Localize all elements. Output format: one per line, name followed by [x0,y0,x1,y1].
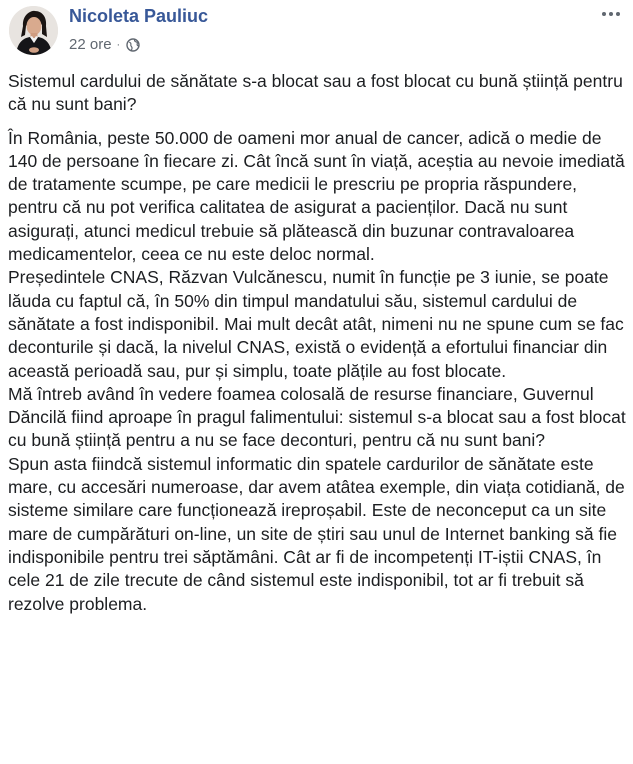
more-dot [616,12,620,16]
post-paragraph: În România, peste 50.000 de oameni mor anual de cancer, adică o medie de 140 de persoane în fiecare zi. Cât încă sunt în viață, aceștia au nevoie imediată de tratamente scumpe, pe care medicii le prescriu pe propria răspundere, pentru că nu pot verifica calitatea de asigurat a pacienților. Dacă nu sunt asigurați, atunci medicul trebuie să plătească din buzunar contravaloarea medicamentelor, ceea ce nu este deloc normal. [8,127,625,265]
post-paragraph: Spun asta fiindcă sistemul informatic din spatele cardurilor de sănătate este mare, cu accesări numeroase, dar avem atâtea exemple, din viața cotidiană, de sisteme similare care funcționează ireproșabil. Este de neconceput ca un site mare de cumpărături on-line, un site de știri sau unul de Internet banking să fie indisponibile pentru trei săptămâni. Cât ar fi de incompetenți IT-iștii CNAS, în cele 21 de zile trecute de când sistemul este indisponibil, tot ar fi trebuit să rezolve problema. [8,453,625,614]
post-paragraph: Președintele CNAS, Răzvan Vulcănescu, numit în funcție pe 3 iunie, se poate lăuda cu faptul că, în 50% din timpul mandatului său, sistemul cardului de sănătate a fost indisponibil. Mai mult decât atât, nimeni nu ne spune cum se fac deconturile și dacă, la nivelul CNAS, există o evidență a efortului financiar din această perioadă sau, pur și simplu, toate plățile au fost blocate. [8,267,624,381]
post-paragraph: Mă întreb având în vedere foamea colosală de resurse financiare, Guvernul Dăncilă fiind aproape în pragul falimentului: sistemul s-a blocat sau a fost blocat cu bună știință pentru a nu se face deconturi, pentru că nu sunt bani? [8,383,626,451]
meta-separator: · [116,38,121,51]
post-meta [69,36,140,53]
post-body [8,70,626,616]
more-options-icon[interactable] [597,4,625,24]
post-paragraph: Sistemul cardului de sănătate s-a blocat sau a fost blocat cu bună știință pentru că nu sunt bani? [8,71,623,115]
more-dot [609,12,613,16]
avatar[interactable] [9,6,58,55]
globe-icon[interactable] [126,38,140,52]
author-name[interactable]: Nicoleta Pauliuc [69,6,209,26]
post-header [0,0,633,64]
post-timestamp[interactable]: 22 ore [69,36,112,53]
more-dot [602,12,606,16]
